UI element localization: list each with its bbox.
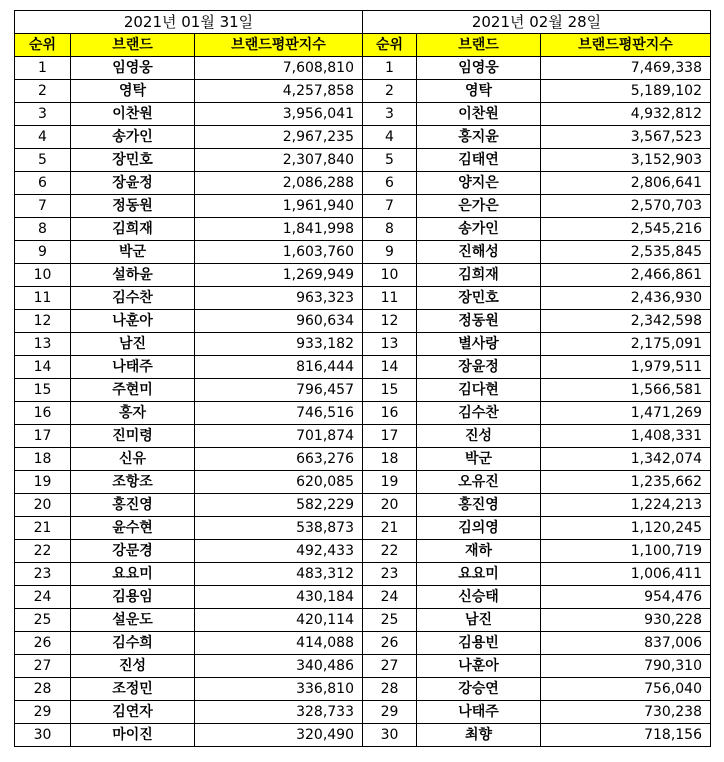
index-cell: 5,189,102 bbox=[541, 80, 711, 103]
rank-cell: 5 bbox=[15, 149, 71, 172]
table-row bbox=[363, 632, 711, 655]
rank-cell: 29 bbox=[363, 701, 417, 724]
index-cell: 2,436,930 bbox=[541, 287, 711, 310]
rank-cell: 21 bbox=[363, 517, 417, 540]
index-cell: 7,608,810 bbox=[195, 57, 363, 80]
index-cell: 430,184 bbox=[195, 586, 363, 609]
brand-cell: 홍진영 bbox=[71, 494, 195, 517]
table-row bbox=[15, 287, 363, 310]
rank-cell: 23 bbox=[363, 563, 417, 586]
rank-cell: 16 bbox=[15, 402, 71, 425]
rank-cell: 15 bbox=[363, 379, 417, 402]
rank-cell: 17 bbox=[363, 425, 417, 448]
brand-cell: 주현미 bbox=[71, 379, 195, 402]
brand-cell: 나태주 bbox=[417, 701, 541, 724]
index-cell: 340,486 bbox=[195, 655, 363, 678]
table-row bbox=[363, 563, 711, 586]
brand-cell: 이찬원 bbox=[417, 103, 541, 126]
index-cell: 420,114 bbox=[195, 609, 363, 632]
brand-cell: 진성 bbox=[417, 425, 541, 448]
rank-cell: 24 bbox=[363, 586, 417, 609]
index-header: 브랜드평판지수 bbox=[541, 34, 711, 57]
rank-cell: 20 bbox=[15, 494, 71, 517]
index-cell: 790,310 bbox=[541, 655, 711, 678]
brand-ranking-table-feb bbox=[362, 10, 711, 747]
rank-cell: 12 bbox=[15, 310, 71, 333]
brand-header: 브랜드 bbox=[417, 34, 541, 57]
table-row bbox=[363, 379, 711, 402]
brand-cell: 홍자 bbox=[71, 402, 195, 425]
rank-cell: 18 bbox=[363, 448, 417, 471]
brand-cell: 김수찬 bbox=[417, 402, 541, 425]
brand-cell: 정동원 bbox=[417, 310, 541, 333]
table-row bbox=[363, 264, 711, 287]
table-row bbox=[15, 195, 363, 218]
brand-cell: 나훈아 bbox=[417, 655, 541, 678]
table-row bbox=[363, 655, 711, 678]
index-cell: 746,516 bbox=[195, 402, 363, 425]
rank-cell: 13 bbox=[15, 333, 71, 356]
rank-cell: 28 bbox=[15, 678, 71, 701]
table-row bbox=[15, 517, 363, 540]
rank-cell: 9 bbox=[363, 241, 417, 264]
index-cell: 2,307,840 bbox=[195, 149, 363, 172]
index-cell: 2,086,288 bbox=[195, 172, 363, 195]
index-cell: 1,603,760 bbox=[195, 241, 363, 264]
brand-cell: 최향 bbox=[417, 724, 541, 747]
index-cell: 1,100,719 bbox=[541, 540, 711, 563]
rank-cell: 28 bbox=[363, 678, 417, 701]
table-row bbox=[15, 310, 363, 333]
index-cell: 1,979,511 bbox=[541, 356, 711, 379]
rank-cell: 24 bbox=[15, 586, 71, 609]
brand-cell: 김희재 bbox=[417, 264, 541, 287]
rank-cell: 11 bbox=[15, 287, 71, 310]
table-row bbox=[15, 57, 363, 80]
index-cell: 320,490 bbox=[195, 724, 363, 747]
brand-cell: 요요미 bbox=[417, 563, 541, 586]
table-row bbox=[363, 471, 711, 494]
table-row bbox=[15, 80, 363, 103]
table-row bbox=[15, 586, 363, 609]
table-row bbox=[15, 540, 363, 563]
rank-cell: 10 bbox=[363, 264, 417, 287]
brand-cell: 장민호 bbox=[417, 287, 541, 310]
rank-cell: 21 bbox=[15, 517, 71, 540]
rank-header: 순위 bbox=[363, 34, 417, 57]
table-row bbox=[15, 172, 363, 195]
table-row bbox=[363, 724, 711, 747]
index-cell: 963,323 bbox=[195, 287, 363, 310]
rank-cell: 14 bbox=[363, 356, 417, 379]
table-row bbox=[363, 333, 711, 356]
table-row bbox=[363, 494, 711, 517]
header-row bbox=[15, 34, 363, 57]
table-row bbox=[15, 103, 363, 126]
table-row bbox=[15, 241, 363, 264]
brand-cell: 김희재 bbox=[71, 218, 195, 241]
brand-cell: 영탁 bbox=[71, 80, 195, 103]
index-cell: 1,961,940 bbox=[195, 195, 363, 218]
rank-cell: 2 bbox=[15, 80, 71, 103]
table-row bbox=[363, 172, 711, 195]
date-row bbox=[15, 11, 363, 34]
brand-ranking-table-jan bbox=[14, 10, 363, 747]
brand-cell: 재하 bbox=[417, 540, 541, 563]
table-row bbox=[363, 609, 711, 632]
index-cell: 837,006 bbox=[541, 632, 711, 655]
table-row bbox=[363, 678, 711, 701]
index-cell: 1,120,245 bbox=[541, 517, 711, 540]
brand-cell: 강문경 bbox=[71, 540, 195, 563]
rank-cell: 22 bbox=[363, 540, 417, 563]
index-cell: 1,841,998 bbox=[195, 218, 363, 241]
header-row bbox=[363, 34, 711, 57]
brand-cell: 임영웅 bbox=[417, 57, 541, 80]
table-row bbox=[363, 586, 711, 609]
table-row bbox=[15, 218, 363, 241]
brand-cell: 김용빈 bbox=[417, 632, 541, 655]
brand-cell: 양지은 bbox=[417, 172, 541, 195]
table-row bbox=[363, 57, 711, 80]
index-cell: 2,570,703 bbox=[541, 195, 711, 218]
brand-cell: 장윤정 bbox=[71, 172, 195, 195]
brand-cell: 김연자 bbox=[71, 701, 195, 724]
index-cell: 2,806,641 bbox=[541, 172, 711, 195]
brand-cell: 나훈아 bbox=[71, 310, 195, 333]
brand-cell: 나태주 bbox=[71, 356, 195, 379]
brand-cell: 요요미 bbox=[71, 563, 195, 586]
brand-cell: 윤수현 bbox=[71, 517, 195, 540]
date-cell: 2021년 01월 31일 bbox=[15, 11, 363, 34]
rank-cell: 8 bbox=[15, 218, 71, 241]
brand-cell: 진미령 bbox=[71, 425, 195, 448]
index-cell: 756,040 bbox=[541, 678, 711, 701]
index-cell: 701,874 bbox=[195, 425, 363, 448]
brand-cell: 임영웅 bbox=[71, 57, 195, 80]
rank-cell: 25 bbox=[15, 609, 71, 632]
rank-cell: 18 bbox=[15, 448, 71, 471]
table-row bbox=[15, 448, 363, 471]
brand-cell: 김수희 bbox=[71, 632, 195, 655]
brand-cell: 영탁 bbox=[417, 80, 541, 103]
brand-cell: 장민호 bbox=[71, 149, 195, 172]
brand-cell: 박군 bbox=[71, 241, 195, 264]
index-cell: 933,182 bbox=[195, 333, 363, 356]
table-row bbox=[15, 425, 363, 448]
table-row bbox=[15, 494, 363, 517]
table-row bbox=[15, 563, 363, 586]
brand-cell: 홍진영 bbox=[417, 494, 541, 517]
index-cell: 538,873 bbox=[195, 517, 363, 540]
rank-header: 순위 bbox=[15, 34, 71, 57]
rank-cell: 1 bbox=[15, 57, 71, 80]
table-row bbox=[15, 379, 363, 402]
index-cell: 930,228 bbox=[541, 609, 711, 632]
table-row bbox=[15, 632, 363, 655]
brand-cell: 진해성 bbox=[417, 241, 541, 264]
index-cell: 1,566,581 bbox=[541, 379, 711, 402]
brand-cell: 남진 bbox=[417, 609, 541, 632]
brand-cell: 김수찬 bbox=[71, 287, 195, 310]
table-row bbox=[15, 333, 363, 356]
index-cell: 492,433 bbox=[195, 540, 363, 563]
table-row bbox=[15, 678, 363, 701]
index-cell: 582,229 bbox=[195, 494, 363, 517]
table-row bbox=[363, 517, 711, 540]
index-cell: 2,342,598 bbox=[541, 310, 711, 333]
index-cell: 730,238 bbox=[541, 701, 711, 724]
brand-cell: 은가은 bbox=[417, 195, 541, 218]
date-row bbox=[363, 11, 711, 34]
index-cell: 1,224,213 bbox=[541, 494, 711, 517]
table-row bbox=[363, 448, 711, 471]
rank-cell: 19 bbox=[15, 471, 71, 494]
table-row bbox=[363, 80, 711, 103]
rank-cell: 7 bbox=[363, 195, 417, 218]
index-cell: 796,457 bbox=[195, 379, 363, 402]
index-cell: 663,276 bbox=[195, 448, 363, 471]
rank-cell: 27 bbox=[15, 655, 71, 678]
index-cell: 3,152,903 bbox=[541, 149, 711, 172]
index-cell: 718,156 bbox=[541, 724, 711, 747]
table-row bbox=[15, 402, 363, 425]
rank-cell: 26 bbox=[15, 632, 71, 655]
brand-cell: 김의영 bbox=[417, 517, 541, 540]
table-row bbox=[363, 149, 711, 172]
brand-cell: 마이진 bbox=[71, 724, 195, 747]
index-cell: 3,956,041 bbox=[195, 103, 363, 126]
index-cell: 336,810 bbox=[195, 678, 363, 701]
rank-cell: 4 bbox=[363, 126, 417, 149]
table-row bbox=[15, 471, 363, 494]
table-row bbox=[15, 701, 363, 724]
brand-cell: 설하윤 bbox=[71, 264, 195, 287]
index-cell: 3,567,523 bbox=[541, 126, 711, 149]
table-row bbox=[15, 126, 363, 149]
table-row bbox=[363, 540, 711, 563]
index-cell: 1,006,411 bbox=[541, 563, 711, 586]
index-cell: 816,444 bbox=[195, 356, 363, 379]
rank-cell: 19 bbox=[363, 471, 417, 494]
rank-cell: 30 bbox=[363, 724, 417, 747]
rank-cell: 15 bbox=[15, 379, 71, 402]
brand-cell: 송가인 bbox=[417, 218, 541, 241]
table-row bbox=[363, 356, 711, 379]
index-header: 브랜드평판지수 bbox=[195, 34, 363, 57]
rank-cell: 25 bbox=[363, 609, 417, 632]
rank-cell: 6 bbox=[15, 172, 71, 195]
index-cell: 7,469,338 bbox=[541, 57, 711, 80]
brand-header: 브랜드 bbox=[71, 34, 195, 57]
brand-cell: 김다현 bbox=[417, 379, 541, 402]
rank-cell: 27 bbox=[363, 655, 417, 678]
brand-cell: 신승태 bbox=[417, 586, 541, 609]
brand-cell: 김태연 bbox=[417, 149, 541, 172]
index-cell: 1,471,269 bbox=[541, 402, 711, 425]
table-row bbox=[15, 609, 363, 632]
brand-cell: 김용임 bbox=[71, 586, 195, 609]
brand-cell: 정동원 bbox=[71, 195, 195, 218]
table-row bbox=[363, 310, 711, 333]
rank-cell: 6 bbox=[363, 172, 417, 195]
brand-cell: 오유진 bbox=[417, 471, 541, 494]
rank-cell: 16 bbox=[363, 402, 417, 425]
rank-cell: 2 bbox=[363, 80, 417, 103]
brand-cell: 송가인 bbox=[71, 126, 195, 149]
rank-cell: 17 bbox=[15, 425, 71, 448]
index-cell: 1,408,331 bbox=[541, 425, 711, 448]
table-row bbox=[363, 218, 711, 241]
table-row bbox=[363, 287, 711, 310]
table-row bbox=[15, 724, 363, 747]
table-row bbox=[363, 402, 711, 425]
index-cell: 954,476 bbox=[541, 586, 711, 609]
rank-cell: 22 bbox=[15, 540, 71, 563]
index-cell: 2,466,861 bbox=[541, 264, 711, 287]
brand-cell: 강승연 bbox=[417, 678, 541, 701]
index-cell: 2,535,845 bbox=[541, 241, 711, 264]
rank-cell: 4 bbox=[15, 126, 71, 149]
table-row bbox=[363, 701, 711, 724]
rank-cell: 11 bbox=[363, 287, 417, 310]
brand-cell: 박군 bbox=[417, 448, 541, 471]
index-cell: 2,967,235 bbox=[195, 126, 363, 149]
brand-cell: 남진 bbox=[71, 333, 195, 356]
table-row bbox=[15, 149, 363, 172]
rank-cell: 1 bbox=[363, 57, 417, 80]
brand-cell: 진성 bbox=[71, 655, 195, 678]
brand-cell: 조항조 bbox=[71, 471, 195, 494]
index-cell: 1,269,949 bbox=[195, 264, 363, 287]
rank-cell: 7 bbox=[15, 195, 71, 218]
index-cell: 1,342,074 bbox=[541, 448, 711, 471]
index-cell: 328,733 bbox=[195, 701, 363, 724]
rank-cell: 20 bbox=[363, 494, 417, 517]
rank-cell: 5 bbox=[363, 149, 417, 172]
table-row bbox=[363, 103, 711, 126]
brand-cell: 홍지윤 bbox=[417, 126, 541, 149]
table-row bbox=[15, 655, 363, 678]
index-cell: 4,932,812 bbox=[541, 103, 711, 126]
rank-cell: 29 bbox=[15, 701, 71, 724]
index-cell: 2,545,216 bbox=[541, 218, 711, 241]
index-cell: 2,175,091 bbox=[541, 333, 711, 356]
brand-cell: 이찬원 bbox=[71, 103, 195, 126]
rank-cell: 26 bbox=[363, 632, 417, 655]
index-cell: 1,235,662 bbox=[541, 471, 711, 494]
rank-cell: 12 bbox=[363, 310, 417, 333]
index-cell: 414,088 bbox=[195, 632, 363, 655]
table-row bbox=[363, 241, 711, 264]
table-row bbox=[15, 264, 363, 287]
rank-cell: 10 bbox=[15, 264, 71, 287]
index-cell: 483,312 bbox=[195, 563, 363, 586]
rank-cell: 14 bbox=[15, 356, 71, 379]
rank-cell: 9 bbox=[15, 241, 71, 264]
rank-cell: 23 bbox=[15, 563, 71, 586]
brand-cell: 신유 bbox=[71, 448, 195, 471]
index-cell: 960,634 bbox=[195, 310, 363, 333]
rank-cell: 30 bbox=[15, 724, 71, 747]
brand-cell: 설운도 bbox=[71, 609, 195, 632]
rank-cell: 3 bbox=[363, 103, 417, 126]
brand-cell: 조정민 bbox=[71, 678, 195, 701]
brand-cell: 장윤정 bbox=[417, 356, 541, 379]
index-cell: 4,257,858 bbox=[195, 80, 363, 103]
index-cell: 620,085 bbox=[195, 471, 363, 494]
rank-cell: 8 bbox=[363, 218, 417, 241]
rank-cell: 13 bbox=[363, 333, 417, 356]
brand-cell: 별사랑 bbox=[417, 333, 541, 356]
date-cell: 2021년 02월 28일 bbox=[363, 11, 711, 34]
table-row bbox=[363, 126, 711, 149]
table-row bbox=[363, 425, 711, 448]
rank-cell: 3 bbox=[15, 103, 71, 126]
table-row bbox=[15, 356, 363, 379]
table-row bbox=[363, 195, 711, 218]
